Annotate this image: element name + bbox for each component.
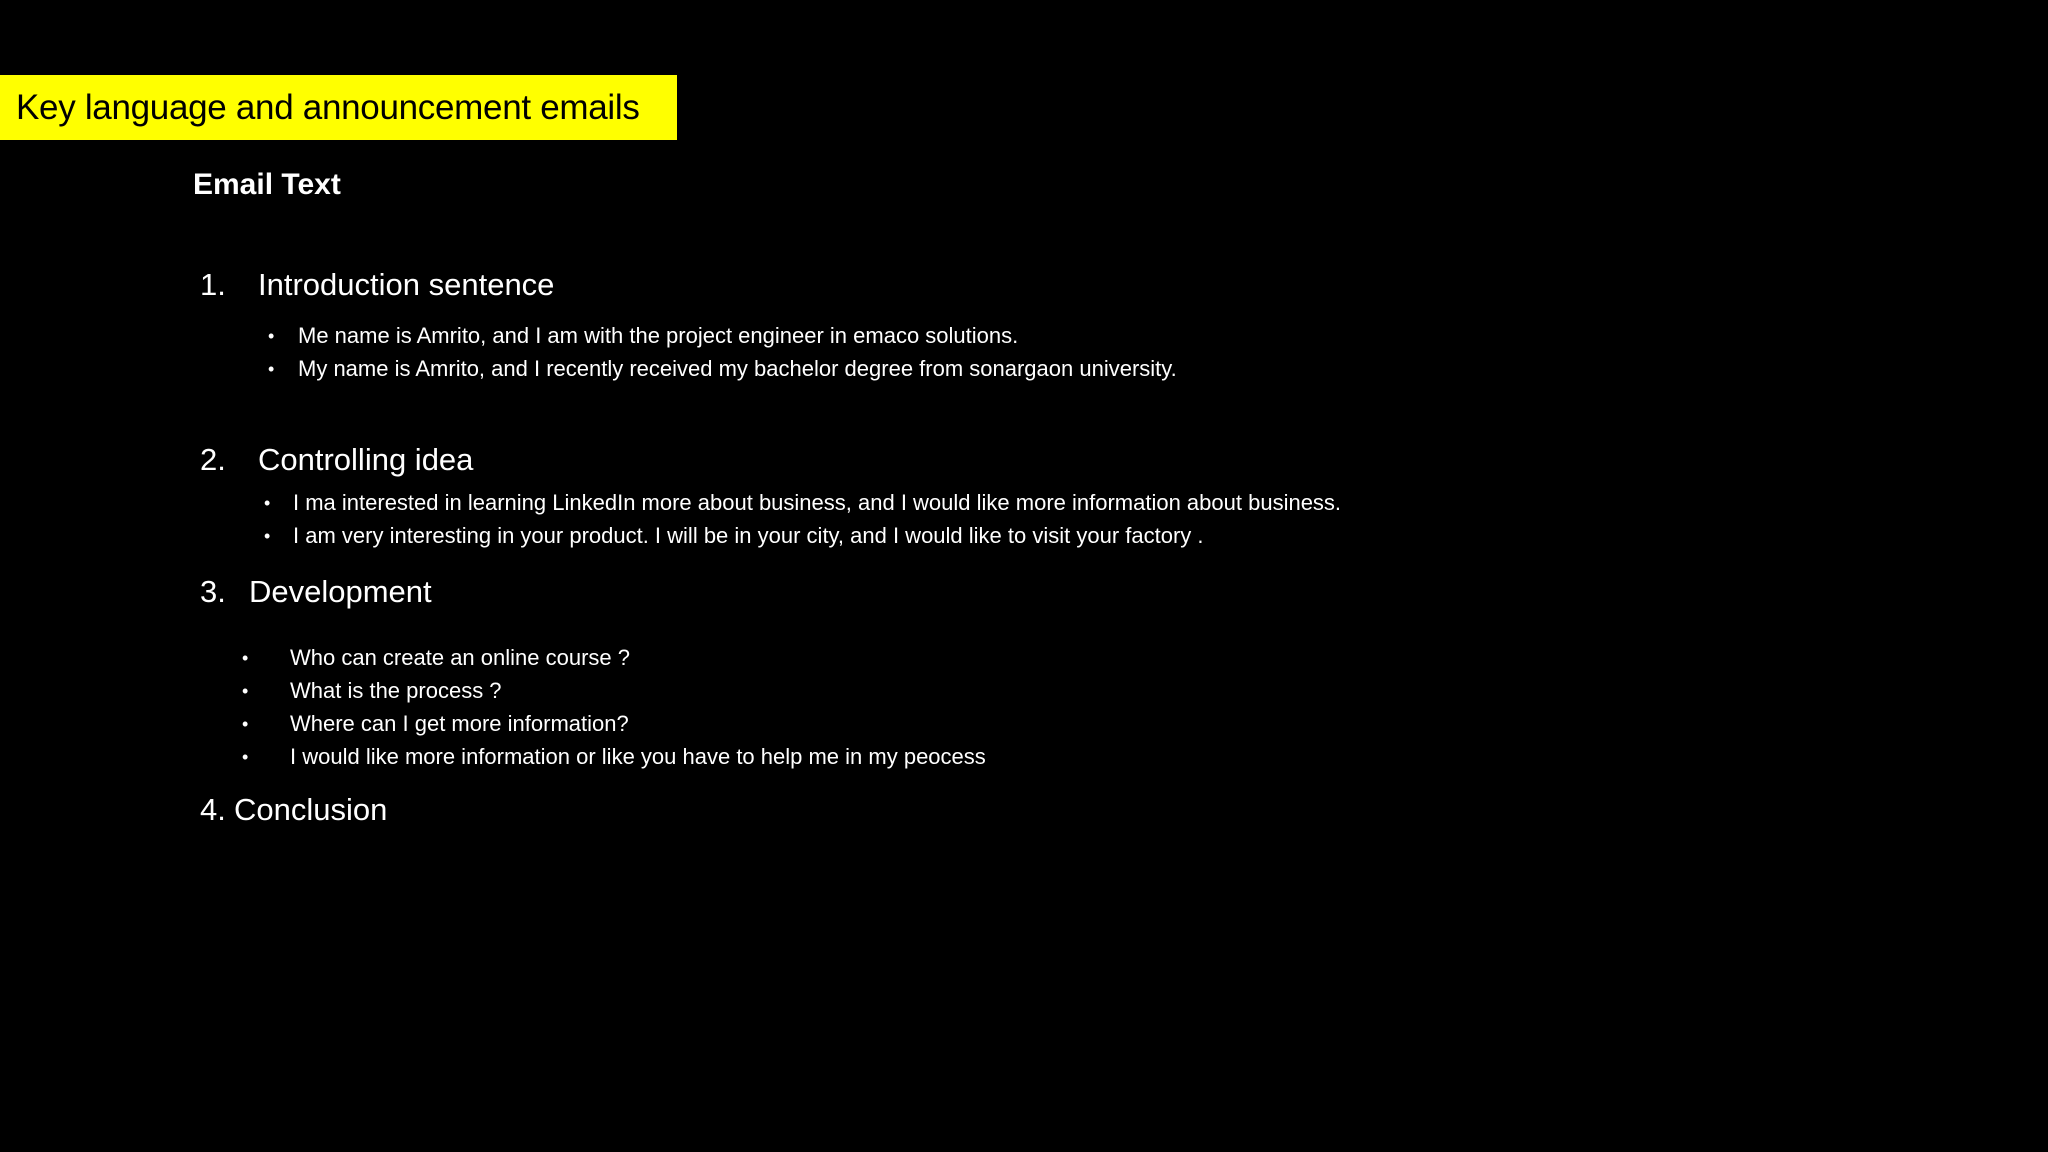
list-item-text: Where can I get more information? <box>290 711 629 736</box>
bullet-icon: • <box>242 747 249 767</box>
list-item-text: I am very interesting in your product. I will be in your city, and I would like to visit your factory . <box>293 523 1204 548</box>
bullet-icon: • <box>242 714 249 734</box>
list-item-text: What is the process ? <box>290 678 502 703</box>
title-banner <box>0 75 677 140</box>
list-item-text: My name is Amrito, and I recently received my bachelor degree from sonargaon university. <box>298 356 1177 381</box>
bullet-icon: • <box>268 359 275 379</box>
bullet-icon: • <box>268 326 275 346</box>
section-title: Development <box>249 574 432 609</box>
section-title: Controlling idea <box>258 442 474 477</box>
section-title: Conclusion <box>234 792 388 827</box>
list-item-text: I ma interested in learning LinkedIn more about business, and I would like more information about business. <box>293 490 1342 515</box>
section-number: 2. <box>200 442 226 477</box>
list-item-text: I would like more information or like you have to help me in my peocess <box>290 744 986 769</box>
section-number: 3. <box>200 574 226 609</box>
section-number: 1. <box>200 267 226 302</box>
list-item-text: Who can create an online course ? <box>290 645 630 670</box>
section-number: 4. <box>200 792 226 827</box>
slide-title: Key language and announcement emails <box>16 87 640 127</box>
bullet-icon: • <box>264 493 271 513</box>
slide-subtitle: Email Text <box>193 168 341 201</box>
bullet-icon: • <box>242 648 249 668</box>
bullet-icon: • <box>264 526 271 546</box>
section-title: Introduction sentence <box>258 267 555 302</box>
bullet-icon: • <box>242 681 249 701</box>
list-item-text: Me name is Amrito, and I am with the project engineer in emaco solutions. <box>298 323 1019 348</box>
